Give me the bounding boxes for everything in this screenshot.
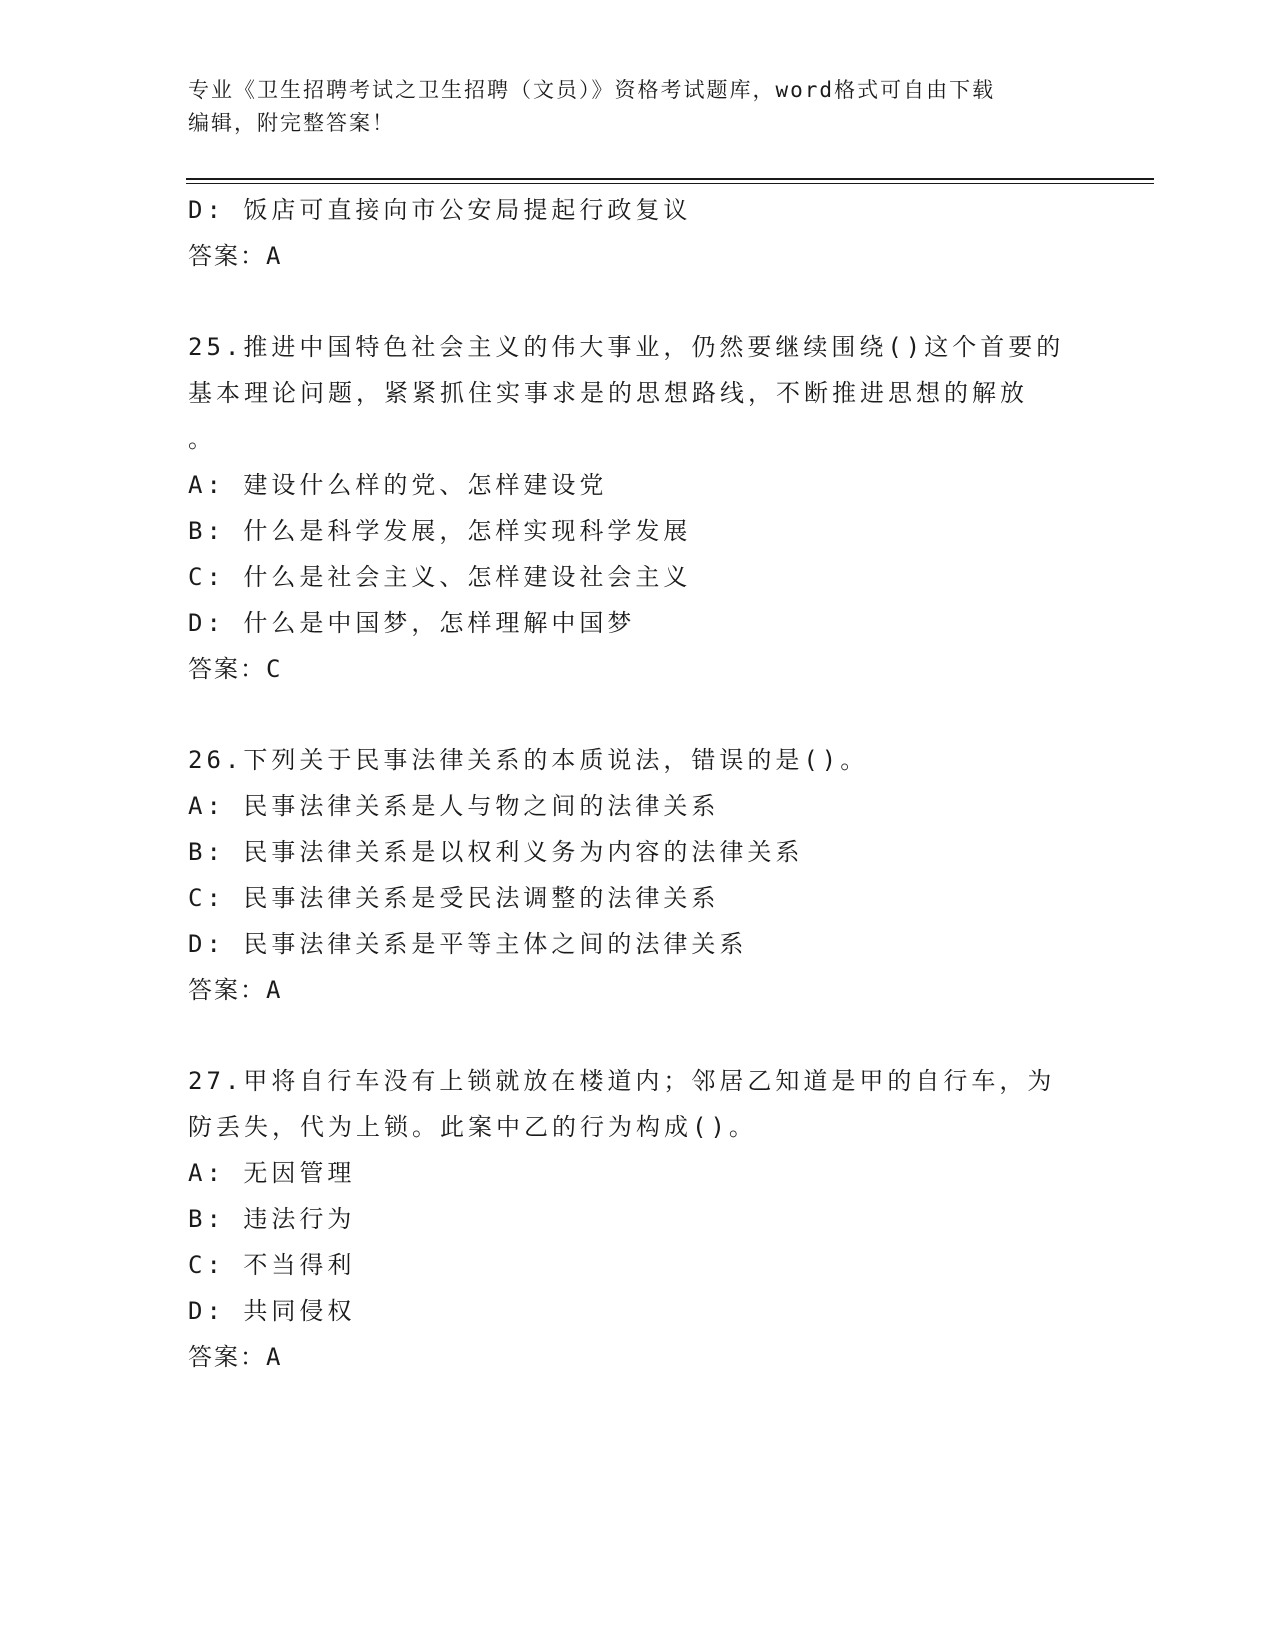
document-header [188, 74, 1088, 140]
option-c: C: 什么是社会主义、怎样建设社会主义 [188, 563, 692, 591]
header-line-1: 专业《卫生招聘考试之卫生招聘（文员）》资格考试题库，word格式可自由下载 [188, 78, 996, 102]
option-b: B: 什么是科学发展，怎样实现科学发展 [188, 517, 692, 545]
option-a: A: 建设什么样的党、怎样建设党 [188, 471, 608, 499]
option-d: D: 饭店可直接向市公安局提起行政复议 [188, 196, 692, 224]
question-24-tail [188, 187, 1088, 279]
question-stem-line: 25.推进中国特色社会主义的伟大事业，仍然要继续围绕()这个首要的 [188, 333, 1065, 361]
option-a: A: 民事法律关系是人与物之间的法律关系 [188, 792, 720, 820]
answer-line: 答案：A [188, 976, 283, 1004]
answer-line: 答案：A [188, 1343, 283, 1371]
option-d: D: 什么是中国梦，怎样理解中国梦 [188, 609, 636, 637]
header-divider-thin [186, 183, 1154, 184]
option-d: D: 民事法律关系是平等主体之间的法律关系 [188, 930, 748, 958]
option-a: A: 无因管理 [188, 1159, 356, 1187]
question-stem-line: 防丢失，代为上锁。此案中乙的行为构成()。 [188, 1113, 757, 1141]
option-b: B: 民事法律关系是以权利义务为内容的法律关系 [188, 838, 804, 866]
header-divider-thick [186, 178, 1154, 180]
document-body [188, 187, 1088, 1380]
question-27 [188, 1058, 1088, 1380]
spacer [188, 279, 1088, 324]
option-d: D: 共同侵权 [188, 1297, 356, 1325]
option-b: B: 违法行为 [188, 1205, 356, 1233]
question-stem-line: 27.甲将自行车没有上锁就放在楼道内；邻居乙知道是甲的自行车，为 [188, 1067, 1056, 1095]
option-c: C: 不当得利 [188, 1251, 356, 1279]
header-line-2: 编辑，附完整答案！ [188, 111, 395, 135]
answer-line: 答案：C [188, 655, 283, 683]
question-26 [188, 737, 1088, 1013]
spacer [188, 692, 1088, 737]
answer-line: 答案：A [188, 242, 283, 270]
question-stem-line: 26.下列关于民事法律关系的本质说法，错误的是()。 [188, 746, 869, 774]
spacer [188, 1013, 1088, 1058]
question-25 [188, 324, 1088, 692]
question-stem-line: 。 [188, 425, 216, 453]
option-c: C: 民事法律关系是受民法调整的法律关系 [188, 884, 720, 912]
question-stem-line: 基本理论问题，紧紧抓住实事求是的思想路线，不断推进思想的解放 [188, 379, 1028, 407]
